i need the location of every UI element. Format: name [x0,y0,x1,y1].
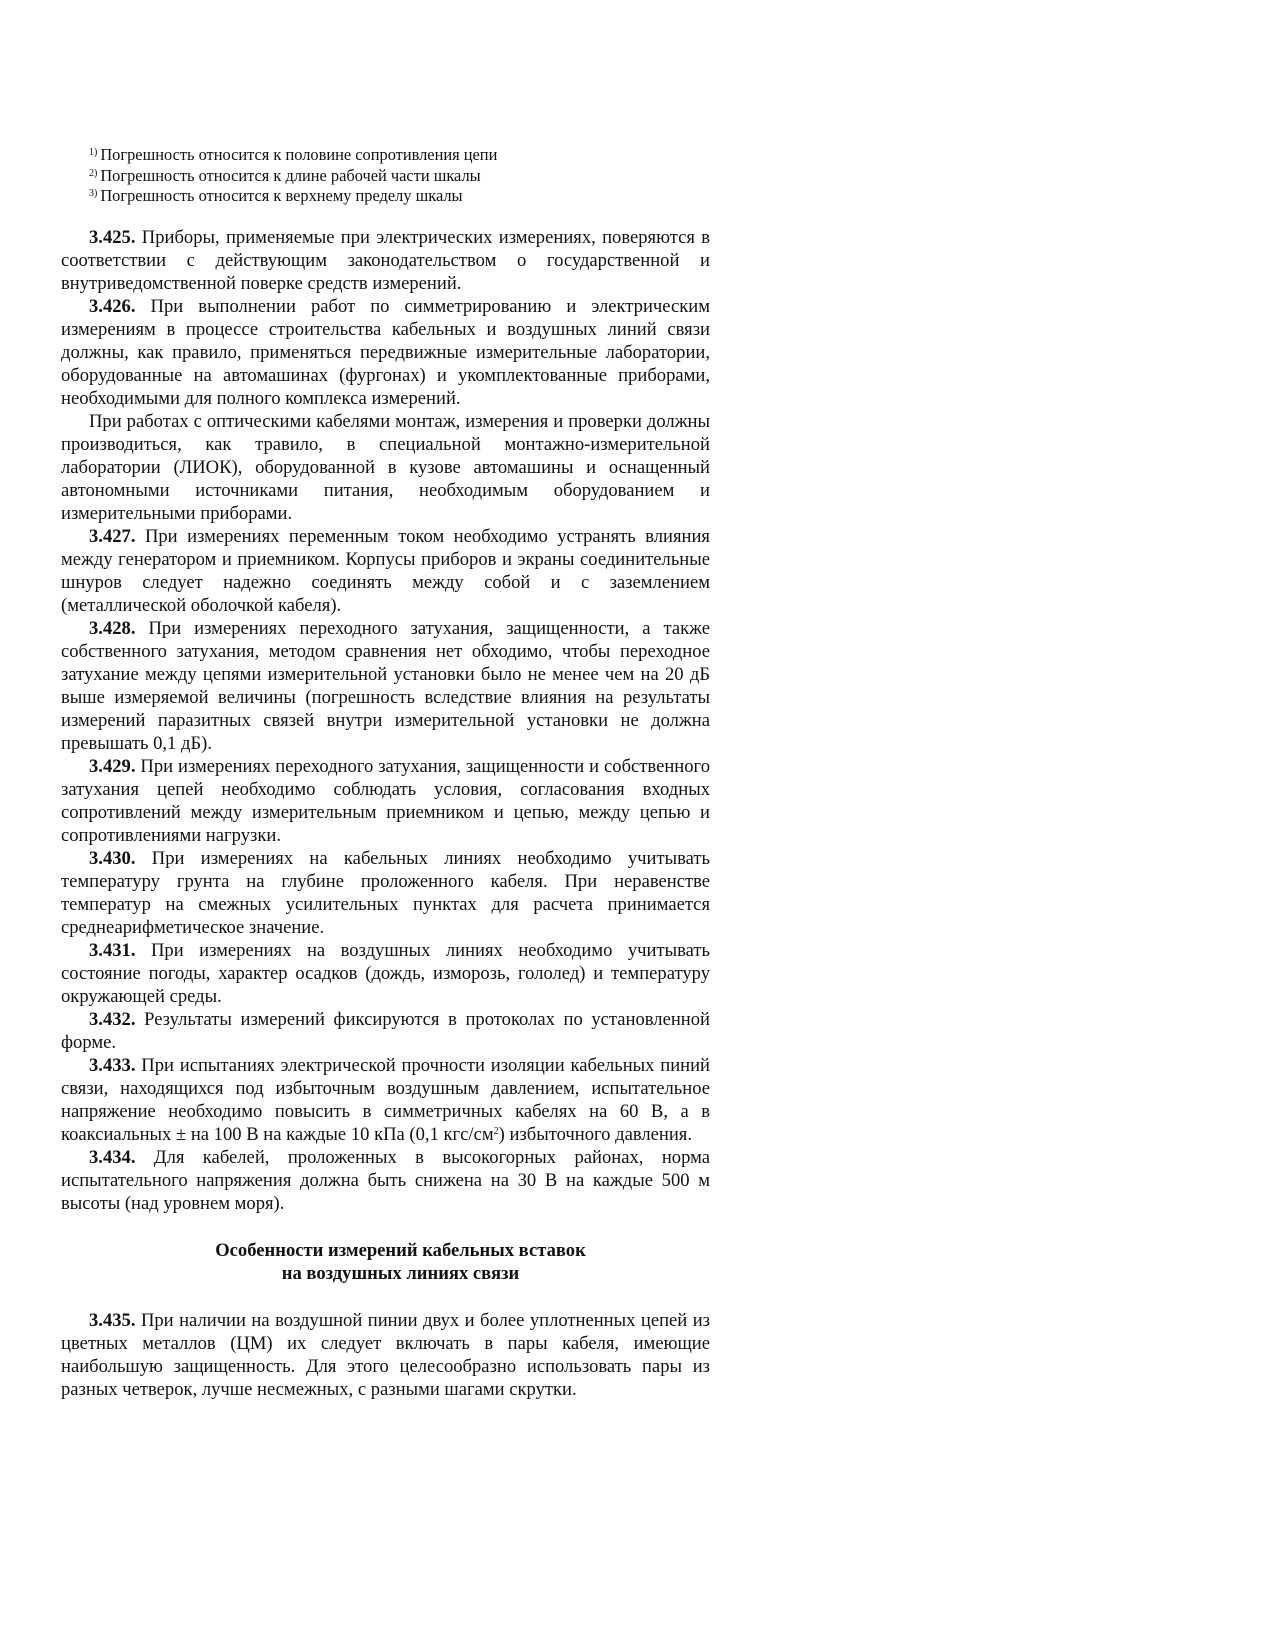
section-heading-line: на воздушных линиях связи [281,1262,520,1284]
paragraph-text: При измерениях переменным током необходимо устранять влияния между генератором и приемником. Корпусы приборов и экраны соединительные шнуров следует надежно соединять между собой и с заземлением (металлической оболочкой кабеля). [61,525,710,616]
paragraph-text: При измерениях переходного затухания, защищенности, а также собственного затухания, методом сравнения нет обходимо, чтобы переходное затухание между цепями измерительной установки было не менее чем на 20 дБ выше измеряемой величины (погрешность вследствие влияния на результаты измерений паразитных связей внутри измерительной установки не должна превышать 0,1 дБ). [61,617,710,754]
paragraph-3-432 [61,1008,710,1054]
paragraph-optical-cables [61,410,710,525]
paragraph-3-434 [61,1146,710,1215]
paragraph-number: 3.426. [89,295,136,317]
paragraph-text: При испытаниях электрической прочности изоляции кабельных пиний связи, находящихся под избыточным воздушным давлением, испытательное напряжение необходимо повысить в симметричных кабелях на 60 В, а в коаксиальных ± на 100 В на каждые 10 кПа (0,1 кгс/см [61,1054,711,1145]
footnote-mark: 1) [89,147,98,158]
document-page [61,145,710,1401]
paragraph-3-428 [61,617,710,755]
paragraph-text: Для кабелей, проложенных в высокогорных районах, норма испытательного напряжения должна быть снижена на 30 В на каждые 500 м высоты (над уровнем моря). [61,1146,710,1214]
footnote [89,145,710,166]
footnote-text: Погрешность относится к верхнему пределу шкалы [100,186,463,205]
paragraph-number: 3.435. [89,1309,136,1331]
paragraph-3-426 [61,295,710,410]
footnote [89,186,710,207]
paragraph-3-431 [61,939,710,1008]
footnote-text: Погрешность относится к половине сопротивления цепи [100,145,498,164]
paragraph-text: Приборы, применяемые при электрических измерениях, поверяются в соответствии с действующим законодательством о государственной и внутриведомственной поверке средств измерений. [61,226,710,294]
paragraph-text: При измерениях на воздушных линиях необходимо учитывать состояние погоды, характер осадков (дождь, изморозь, гололед) и температуру окружающей среды. [61,939,711,1007]
paragraph-3-429 [61,755,710,847]
paragraph-text: При измерениях переходного затухания, защищенности и собственного затухания цепей необходимо соблюдать условия, согласования входных сопротивлений между измерительным приемником и цепью, между цепью и сопротивлениями нагрузки. [61,755,710,846]
paragraph-3-433 [61,1054,710,1146]
paragraph-3-435 [61,1309,710,1401]
section-heading-line: Особенности измерений кабельных вставок [215,1239,586,1261]
paragraph-3-430 [61,847,710,939]
paragraph-3-427 [61,525,710,617]
paragraph-text: Результаты измерений фиксируются в протоколах по установленной форме. [61,1008,710,1053]
paragraph-3-425 [61,226,710,295]
footnotes [61,145,710,207]
paragraph-number: 3.432. [89,1008,136,1030]
paragraph-number: 3.431. [89,939,136,961]
footnote-mark: 3) [89,188,98,199]
paragraph-number: 3.430. [89,847,136,869]
section-heading [61,1239,710,1285]
footnote-text: Погрешность относится к длине рабочей части шкалы [100,165,481,185]
superscript: 2 [493,1125,499,1137]
footnote-mark: 2) [89,167,98,179]
paragraph-number: 3.429. [89,755,136,777]
paragraph-text: При работах с оптическими кабелями монтаж, измерения и проверки должны производиться, как травило, в специальной монтажно-измерительной лаборатории (ЛИОК), оборудованной в кузове автомашины и оснащенный автономными источниками питания, необходимым оборудованием и измерительными приборами. [61,410,710,524]
paragraph-number: 3.433. [89,1054,136,1076]
paragraph-number: 3.427. [89,525,136,547]
paragraph-number: 3.434. [89,1146,136,1168]
paragraph-number: 3.425. [89,226,136,248]
footnote [89,166,710,187]
paragraph-text-tail: ) избыточного давления. [498,1123,692,1145]
paragraph-text: При измерениях на кабельных линиях необходимо учитывать температуру грунта на глубине проложенного кабеля. При неравенстве температур на смежных усилительных пунктах для расчета принимается среднеарифметическое значение. [61,847,710,938]
paragraph-text: При наличии на воздушной пинии двух и более уплотненных цепей из цветных металлов (ЦМ) их следует включать в пары кабеля, имеющие наибольшую защищенность. Для этого целесообразно использовать пары из разных четверок, лучше несмежных, с разными шагами скрутки. [61,1309,710,1400]
paragraph-text: При выполнении работ по симметрированию и электрическим измерениям в процессе строительства кабельных и воздушных линий связи должны, как правило, применяться передвижные измерительные лаборатории, оборудованные на автомашинах (фургонах) и укомплектованные приборами, необходимыми для полного комплекса измерений. [61,295,710,409]
paragraph-number: 3.428. [89,617,136,639]
